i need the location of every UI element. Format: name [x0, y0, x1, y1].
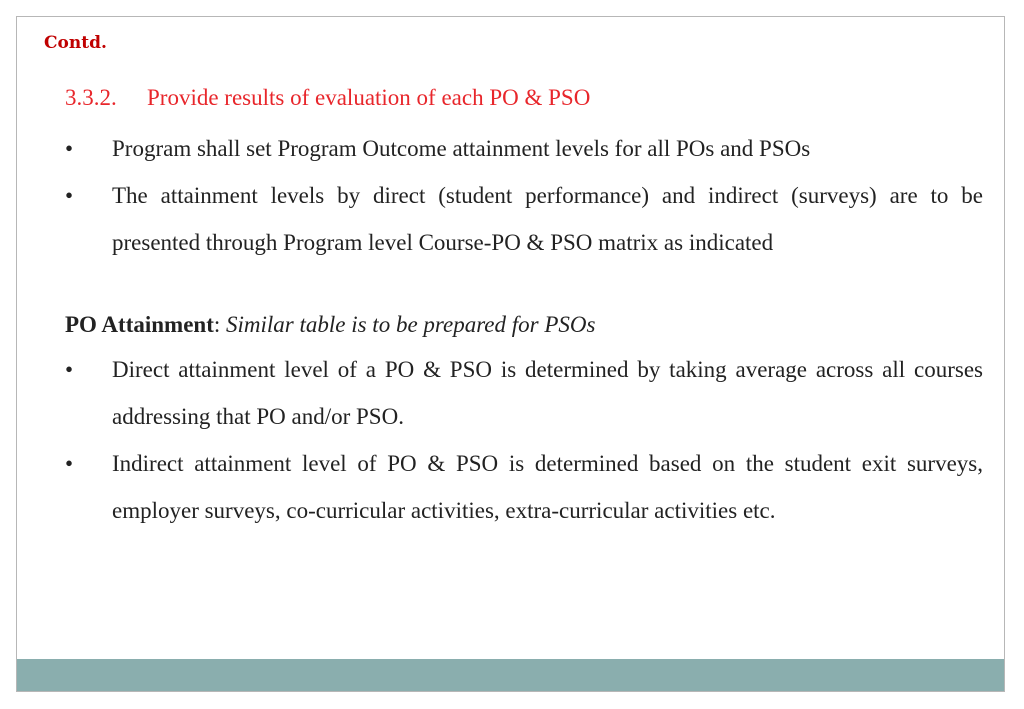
bullet-text: Program shall set Program Outcome attainment levels for all POs and PSOs: [112, 136, 811, 161]
list-item: [59, 172, 983, 266]
po-attainment-note: Similar table is to be prepared for PSOs: [226, 312, 596, 337]
bullet-text: The attainment levels by direct (student performance) and indirect (surveys) are to be presented through Program level Course-PO & PSO matrix as indicated: [112, 183, 983, 255]
section-title-text: Provide results of evaluation of each PO & PSO: [147, 85, 591, 110]
list-item: [59, 440, 983, 534]
section-number: 3.3.2.: [65, 85, 117, 110]
slide: [16, 16, 1005, 692]
top-bullet-list: [59, 125, 983, 266]
bullet-icon: •: [65, 451, 74, 476]
bullet-icon: •: [65, 183, 74, 208]
bullet-icon: •: [65, 136, 74, 161]
po-attainment-line: [65, 301, 595, 348]
po-attainment-separator: :: [213, 312, 221, 337]
list-item: [59, 125, 983, 172]
list-item: [59, 346, 983, 440]
bottom-bullet-list: [59, 346, 983, 534]
bullet-text: Indirect attainment level of PO & PSO is determined based on the student exit surveys, employer surveys, co-curricular activities, extra-curricular activities etc.: [112, 451, 983, 523]
bullet-text: Direct attainment level of a PO & PSO is determined by taking average across all courses addressing that PO and/or PSO.: [112, 357, 983, 429]
footer-bar: [17, 659, 1004, 691]
bullet-icon: •: [65, 357, 74, 382]
section-title: [65, 85, 590, 111]
po-attainment-label: PO Attainment: [65, 312, 214, 337]
contd-heading: Contd.: [44, 33, 107, 53]
